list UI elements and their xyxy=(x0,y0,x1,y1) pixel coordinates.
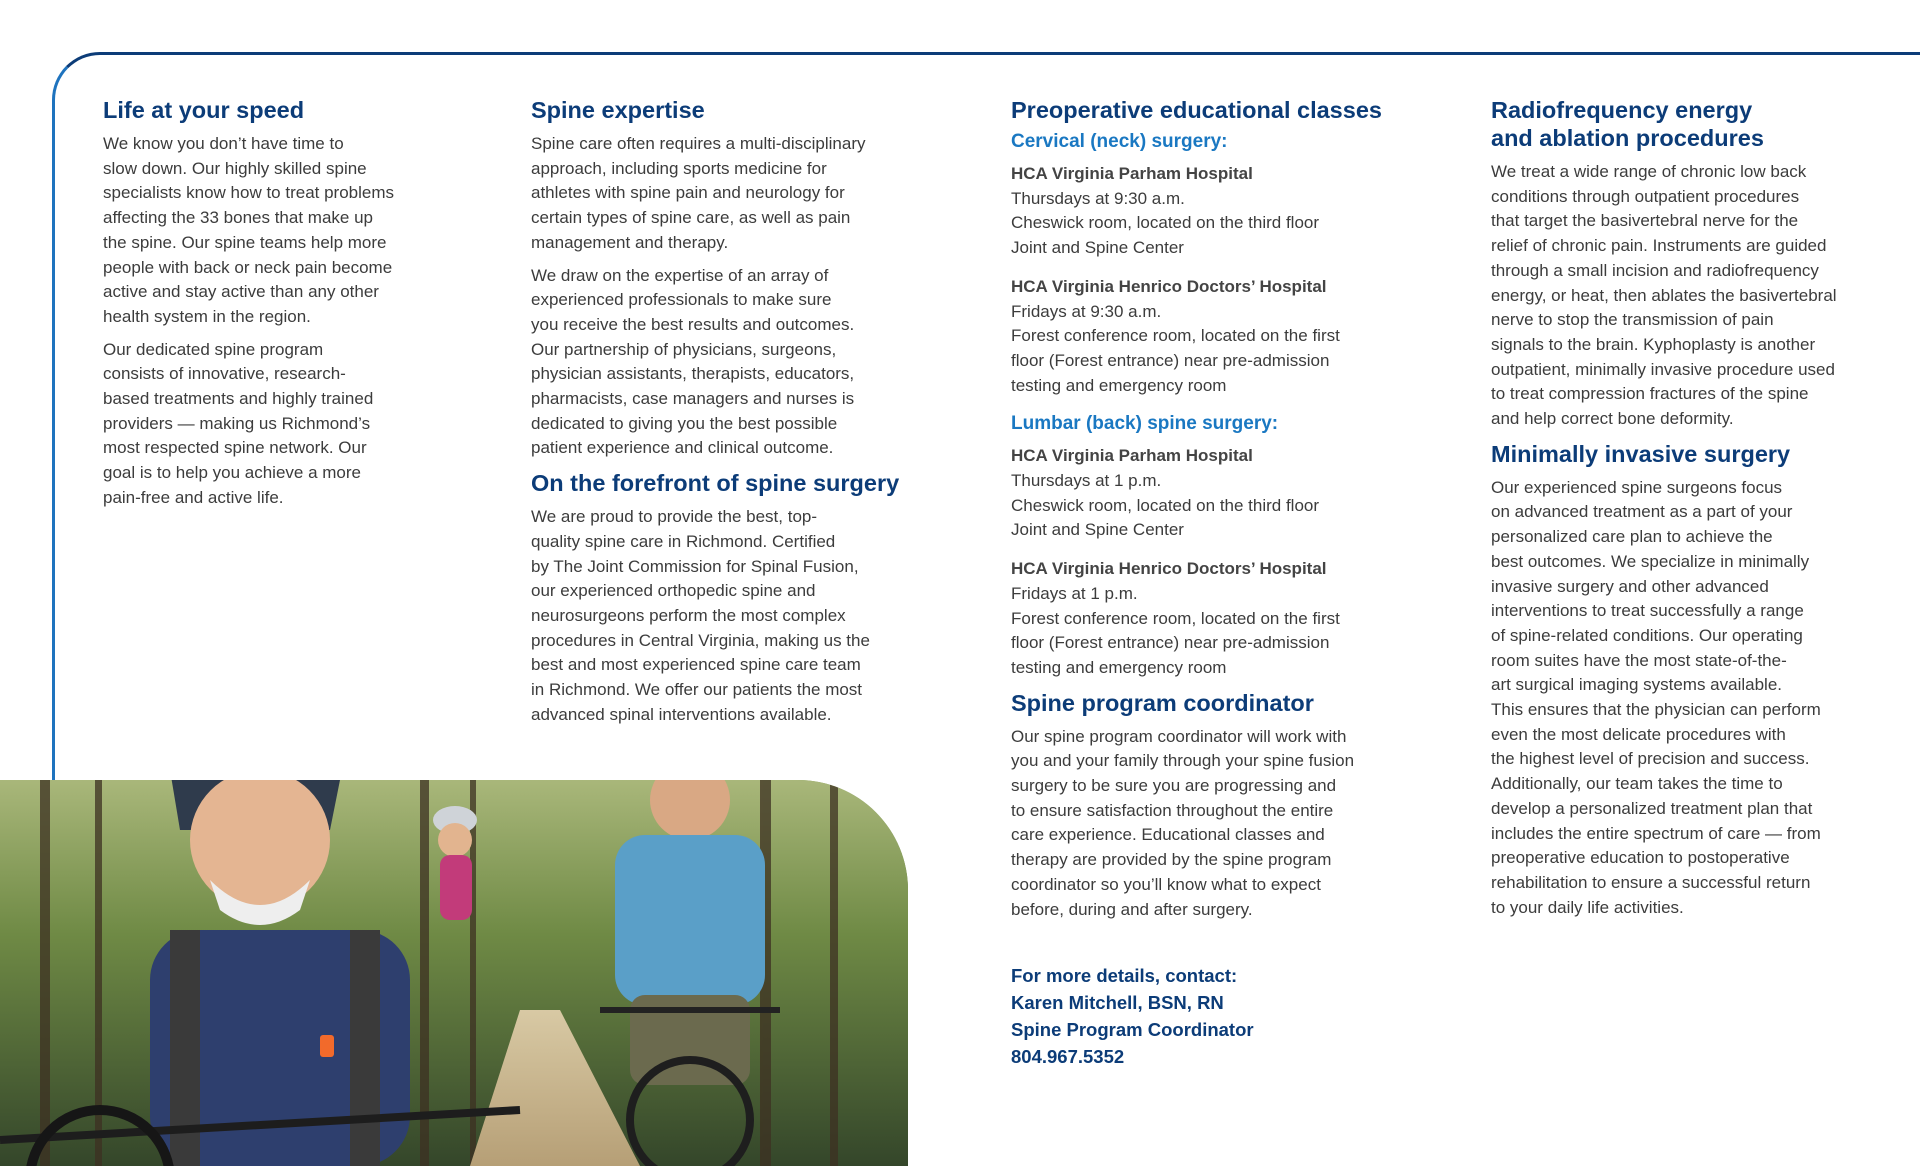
class-cervical-parham xyxy=(1011,162,1401,261)
text-line: signals to the brain. Kyphoplasty is another xyxy=(1491,334,1816,354)
paragraph xyxy=(1491,476,1871,921)
heading-spine-expertise: Spine expertise xyxy=(531,97,705,123)
text-line: most respected spine network. Our xyxy=(103,438,367,458)
text-line: even the most delicate procedures with xyxy=(1491,724,1786,744)
text-line: management and therapy. xyxy=(531,232,729,252)
text-line: best and most experienced spine care team xyxy=(531,655,861,675)
text-line: neurosurgeons perform the most complex xyxy=(531,605,846,625)
text-line: slow down. Our highly skilled spine xyxy=(103,158,367,178)
paragraph xyxy=(103,338,433,511)
text-line: Cheswick room, located on the third floor xyxy=(1011,495,1320,515)
text-line: Joint and Spine Center xyxy=(1011,520,1184,540)
heading-line: Radiofrequency energy xyxy=(1491,97,1753,123)
text-line: physician assistants, therapists, educators, xyxy=(531,364,855,384)
text-line: that target the basivertebral nerve for the xyxy=(1491,211,1799,231)
text-line: rehabilitation to ensure a successful return xyxy=(1491,872,1811,892)
cyclists-photo xyxy=(0,780,908,1166)
text-line: Our spine program coordinator will work with xyxy=(1011,726,1347,746)
text-line: active and stay active than any other xyxy=(103,282,379,302)
text-line: on advanced treatment as a part of your xyxy=(1491,502,1793,522)
column-radiofrequency xyxy=(1491,96,1871,920)
contact-title: Spine Program Coordinator xyxy=(1011,1019,1254,1041)
text-line: procedures in Central Virginia, making us the xyxy=(531,630,870,650)
class-cervical-henrico xyxy=(1011,275,1401,399)
text-line: specialists know how to treat problems xyxy=(103,183,395,203)
text-line: you and your family through your spine fusion xyxy=(1011,751,1355,771)
hospital-name: HCA Virginia Henrico Doctors’ Hospital xyxy=(1011,559,1327,579)
text-line: We draw on the expertise of an array of xyxy=(531,265,829,285)
text-line: dedicated to giving you the best possible xyxy=(531,413,838,433)
text-line: includes the entire spectrum of care — from xyxy=(1491,823,1821,843)
contact-name: Karen Mitchell, BSN, RN xyxy=(1011,992,1224,1014)
text-line: We treat a wide range of chronic low back xyxy=(1491,162,1807,181)
text-line: providers — making us Richmond’s xyxy=(103,413,371,433)
heading-line: and ablation procedures xyxy=(1491,125,1764,151)
text-line: certain types of spine care, as well as pain xyxy=(531,208,851,228)
contact-block xyxy=(1011,962,1401,1070)
text-line: the highest level of precision and success. xyxy=(1491,749,1810,769)
text-line: interventions to treat successfully a range xyxy=(1491,601,1804,621)
paragraph xyxy=(1011,725,1401,923)
text-line: people with back or neck pain become xyxy=(103,257,393,277)
text-line: goal is to help you achieve a more xyxy=(103,463,361,483)
text-line: affecting the 33 bones that make up xyxy=(103,208,373,228)
text-line: coordinator so you’ll know what to expect xyxy=(1011,874,1321,894)
cyclists-illustration xyxy=(0,780,908,1166)
text-line: pain-free and active life. xyxy=(103,487,284,507)
text-line: approach, including sports medicine for xyxy=(531,158,827,178)
contact-heading: For more details, contact: xyxy=(1011,965,1238,987)
class-lumbar-parham xyxy=(1011,444,1401,543)
text-line: personalized care plan to achieve the xyxy=(1491,527,1773,547)
text-line: health system in the region. xyxy=(103,306,311,326)
text-line: you receive the best results and outcomes. xyxy=(531,314,855,334)
text-line: and help correct bone deformity. xyxy=(1491,409,1734,429)
text-line: floor (Forest entrance) near pre-admission xyxy=(1011,350,1330,370)
text-line: Our partnership of physicians, surgeons, xyxy=(531,339,837,359)
text-line: invasive surgery and other advanced xyxy=(1491,576,1769,596)
heading-spine-program-coordinator: Spine program coordinator xyxy=(1011,689,1314,716)
text-line: the spine. Our spine teams help more xyxy=(103,232,387,252)
text-line: Joint and Spine Center xyxy=(1011,238,1184,258)
text-line: to treat compression fractures of the spine xyxy=(1491,384,1809,404)
text-line: relief of chronic pain. Instruments are guided xyxy=(1491,236,1827,256)
text-line: to ensure satisfaction throughout the entire xyxy=(1011,800,1334,820)
subheading-lumbar: Lumbar (back) spine surgery: xyxy=(1011,413,1279,435)
text-line: preoperative education to postoperative xyxy=(1491,848,1790,868)
text-line: conditions through outpatient procedures xyxy=(1491,186,1800,206)
class-lumbar-henrico xyxy=(1011,557,1401,681)
text-line: floor (Forest entrance) near pre-admission xyxy=(1011,633,1330,653)
text-line: surgery to be sure you are progressing and xyxy=(1011,776,1337,796)
heading-radiofrequency xyxy=(1491,96,1871,152)
text-line: nerve to stop the transmission of pain xyxy=(1491,310,1774,330)
text-line: We know you don’t have time to xyxy=(103,134,344,153)
paragraph xyxy=(531,505,911,727)
text-line: room suites have the most state-of-the- xyxy=(1491,650,1787,670)
text-line: care experience. Educational classes and xyxy=(1011,825,1325,845)
paragraph xyxy=(1491,160,1871,432)
text-line: Thursdays at 1 p.m. xyxy=(1011,471,1162,491)
text-line: Fridays at 9:30 a.m. xyxy=(1011,301,1162,321)
heading-forefront-spine-surgery: On the forefront of spine surgery xyxy=(531,470,900,497)
text-line: Additionally, our team takes the time to xyxy=(1491,774,1783,794)
text-line: our experienced orthopedic spine and xyxy=(531,581,816,601)
text-line: testing and emergency room xyxy=(1011,375,1227,395)
paragraph xyxy=(531,264,911,462)
text-line: to your daily life activities. xyxy=(1491,897,1684,917)
text-line: Our experienced spine surgeons focus xyxy=(1491,477,1783,497)
text-line: based treatments and highly trained xyxy=(103,389,374,409)
paragraph xyxy=(531,132,911,256)
heading-minimally-invasive: Minimally invasive surgery xyxy=(1491,440,1791,467)
text-line: We are proud to provide the best, top- xyxy=(531,507,818,527)
text-line: Spine care often requires a multi-disciplinary xyxy=(531,134,866,153)
text-line: therapy are provided by the spine program xyxy=(1011,850,1332,870)
text-line: Cheswick room, located on the third floor xyxy=(1011,213,1320,233)
text-line: in Richmond. We offer our patients the most xyxy=(531,680,863,700)
text-line: advanced spinal interventions available. xyxy=(531,704,832,724)
text-line: This ensures that the physician can perform xyxy=(1491,700,1821,720)
text-line: consists of innovative, research- xyxy=(103,364,346,384)
text-line: by The Joint Commission for Spinal Fusion, xyxy=(531,556,859,576)
contact-phone[interactable]: 804.967.5352 xyxy=(1011,1046,1125,1068)
text-line: testing and emergency room xyxy=(1011,657,1227,677)
hospital-name: HCA Virginia Parham Hospital xyxy=(1011,164,1253,183)
heading-life-at-your-speed: Life at your speed xyxy=(103,97,305,123)
text-line: patient experience and clinical outcome. xyxy=(531,438,834,458)
text-line: quality spine care in Richmond. Certified xyxy=(531,531,836,551)
text-line: before, during and after surgery. xyxy=(1011,899,1253,919)
hospital-name: HCA Virginia Parham Hospital xyxy=(1011,446,1253,466)
text-line: art surgical imaging systems available. xyxy=(1491,675,1783,695)
column-preoperative-classes xyxy=(1011,96,1401,1070)
text-line: pharmacists, case managers and nurses is xyxy=(531,389,855,409)
text-line: of spine-related conditions. Our operating xyxy=(1491,625,1803,645)
text-line: develop a personalized treatment plan that xyxy=(1491,798,1813,818)
text-line: experienced professionals to make sure xyxy=(531,290,832,310)
column-spine-expertise xyxy=(531,96,911,727)
subheading-cervical: Cervical (neck) surgery: xyxy=(1011,131,1228,152)
hospital-name: HCA Virginia Henrico Doctors’ Hospital xyxy=(1011,276,1327,296)
text-line: energy, or heat, then ablates the basivertebral xyxy=(1491,285,1837,305)
paragraph xyxy=(103,132,433,330)
heading-preoperative-classes: Preoperative educational classes xyxy=(1011,97,1382,123)
text-line: Our dedicated spine program xyxy=(103,339,324,359)
text-line: Forest conference room, located on the first xyxy=(1011,608,1340,628)
text-line: athletes with spine pain and neurology for xyxy=(531,183,845,203)
text-line: Forest conference room, located on the first xyxy=(1011,326,1340,346)
text-line: Fridays at 1 p.m. xyxy=(1011,583,1138,603)
text-line: outpatient, minimally invasive procedure used xyxy=(1491,359,1835,379)
text-line: through a small incision and radiofrequency xyxy=(1491,260,1819,280)
text-line: Thursdays at 9:30 a.m. xyxy=(1011,188,1185,208)
column-life-at-your-speed xyxy=(103,96,433,511)
text-line: best outcomes. We specialize in minimally xyxy=(1491,551,1810,571)
